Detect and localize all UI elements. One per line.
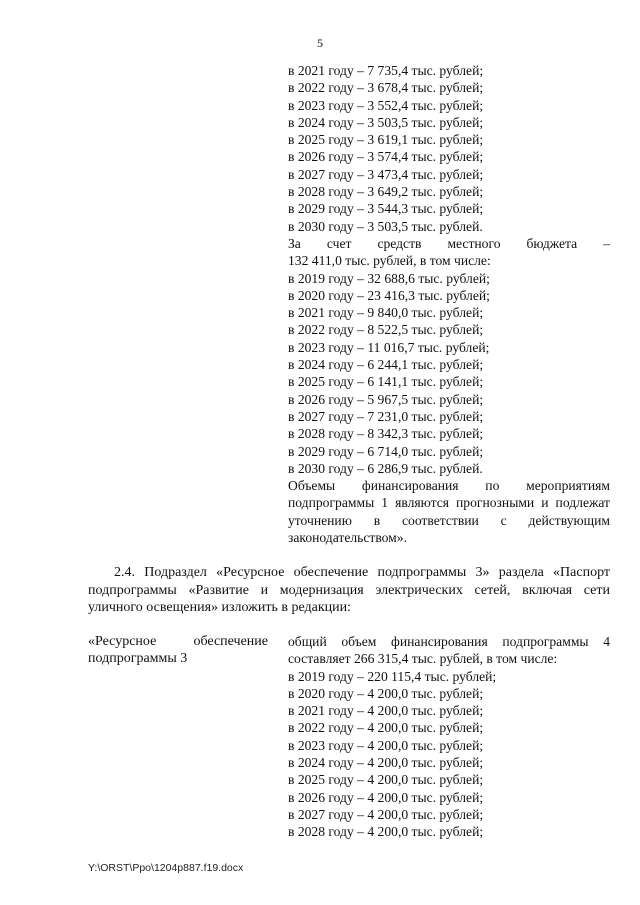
list-item: в 2024 году – 4 200,0 тыс. рублей;	[288, 755, 484, 771]
resource-label-line2: подпрограммы 3	[88, 651, 188, 667]
list-item: в 2026 году – 3 574,4 тыс. рублей;	[288, 149, 484, 165]
list-item: в 2021 году – 4 200,0 тыс. рублей;	[288, 703, 484, 719]
list-item: в 2023 году – 4 200,0 тыс. рублей;	[288, 737, 484, 753]
list-item: в 2027 году – 3 473,4 тыс. рублей;	[288, 166, 484, 182]
list-item: в 2028 году – 3 649,2 тыс. рублей;	[288, 184, 484, 200]
section-paragraph: 2.4. Подраздел «Ресурсное обеспечение подпрограммы 3» раздела «Паспорт подпрограммы «Развитие и модернизация электрических сетей, включая сети уличного освещения» изложить в редакции:	[88, 565, 610, 616]
list-item: в 2024 году – 6 244,1 тыс. рублей;	[288, 357, 484, 373]
list-item: в 2029 году – 6 714,0 тыс. рублей;	[288, 443, 484, 459]
list-item: в 2019 году – 32 688,6 тыс. рублей;	[288, 270, 490, 286]
file-path-footer: Y:\ORST\Ppo\1204p887.f19.docx	[88, 862, 244, 874]
list-item: в 2028 году – 4 200,0 тыс. рублей;	[288, 824, 484, 840]
resource-label	[88, 633, 268, 668]
list-item: в 2025 году – 6 141,1 тыс. рублей;	[288, 374, 484, 390]
total-funding-line2: составляет 266 315,4 тыс. рублей, в том числе:	[288, 651, 558, 667]
year-list-first	[288, 62, 610, 235]
list-item: в 2025 году – 3 619,1 тыс. рублей;	[288, 132, 484, 148]
list-item: в 2026 году – 4 200,0 тыс. рублей;	[288, 789, 484, 805]
year-list-subprogram	[288, 668, 610, 841]
list-item: в 2021 году – 9 840,0 тыс. рублей;	[288, 305, 484, 321]
list-item: в 2027 году – 4 200,0 тыс. рублей;	[288, 806, 484, 822]
list-item: в 2029 году – 3 544,3 тыс. рублей;	[288, 201, 484, 217]
funding-column-1	[288, 62, 610, 546]
list-item: в 2022 году – 8 522,5 тыс. рублей;	[288, 322, 484, 338]
funding-column-2	[288, 633, 610, 841]
page-number: 5	[317, 36, 323, 50]
list-item: в 2019 году – 220 115,4 тыс. рублей;	[288, 668, 497, 684]
total-funding-line1: общий объем финансирования подпрограммы 4	[288, 634, 610, 649]
list-item: в 2023 году – 3 552,4 тыс. рублей;	[288, 97, 484, 113]
list-item: в 2022 году – 3 678,4 тыс. рублей;	[288, 80, 484, 96]
list-item: в 2025 году – 4 200,0 тыс. рублей;	[288, 772, 484, 788]
list-item: в 2024 году – 3 503,5 тыс. рублей;	[288, 114, 484, 130]
list-item: в 2030 году – 6 286,9 тыс. рублей.	[288, 460, 483, 476]
list-item: в 2030 году – 3 503,5 тыс. рублей.	[288, 218, 483, 234]
forecast-note: Объемы финансирования по мероприятиям подпрограммы 1 являются прогнозными и подлежат уточнению в соответствии с действующим законодательством».	[288, 478, 610, 546]
local-budget-heading: За счет средств местного бюджета –	[288, 235, 610, 251]
local-budget-total: 132 411,0 тыс. рублей, в том числе:	[288, 253, 491, 269]
resource-label-line1: «Ресурсное обеспечение	[88, 634, 268, 649]
year-list-local	[288, 270, 610, 478]
list-item: в 2022 году – 4 200,0 тыс. рублей;	[288, 720, 484, 736]
list-item: в 2026 году – 5 967,5 тыс. рублей;	[288, 391, 484, 407]
list-item: в 2027 году – 7 231,0 тыс. рублей;	[288, 408, 484, 424]
list-item: в 2020 году – 23 416,3 тыс. рублей;	[288, 287, 490, 303]
list-item: в 2021 году – 7 735,4 тыс. рублей;	[288, 63, 484, 78]
list-item: в 2020 году – 4 200,0 тыс. рублей;	[288, 685, 484, 701]
list-item: в 2023 году – 11 016,7 тыс. рублей;	[288, 339, 490, 355]
list-item: в 2028 году – 8 342,3 тыс. рублей;	[288, 426, 484, 442]
